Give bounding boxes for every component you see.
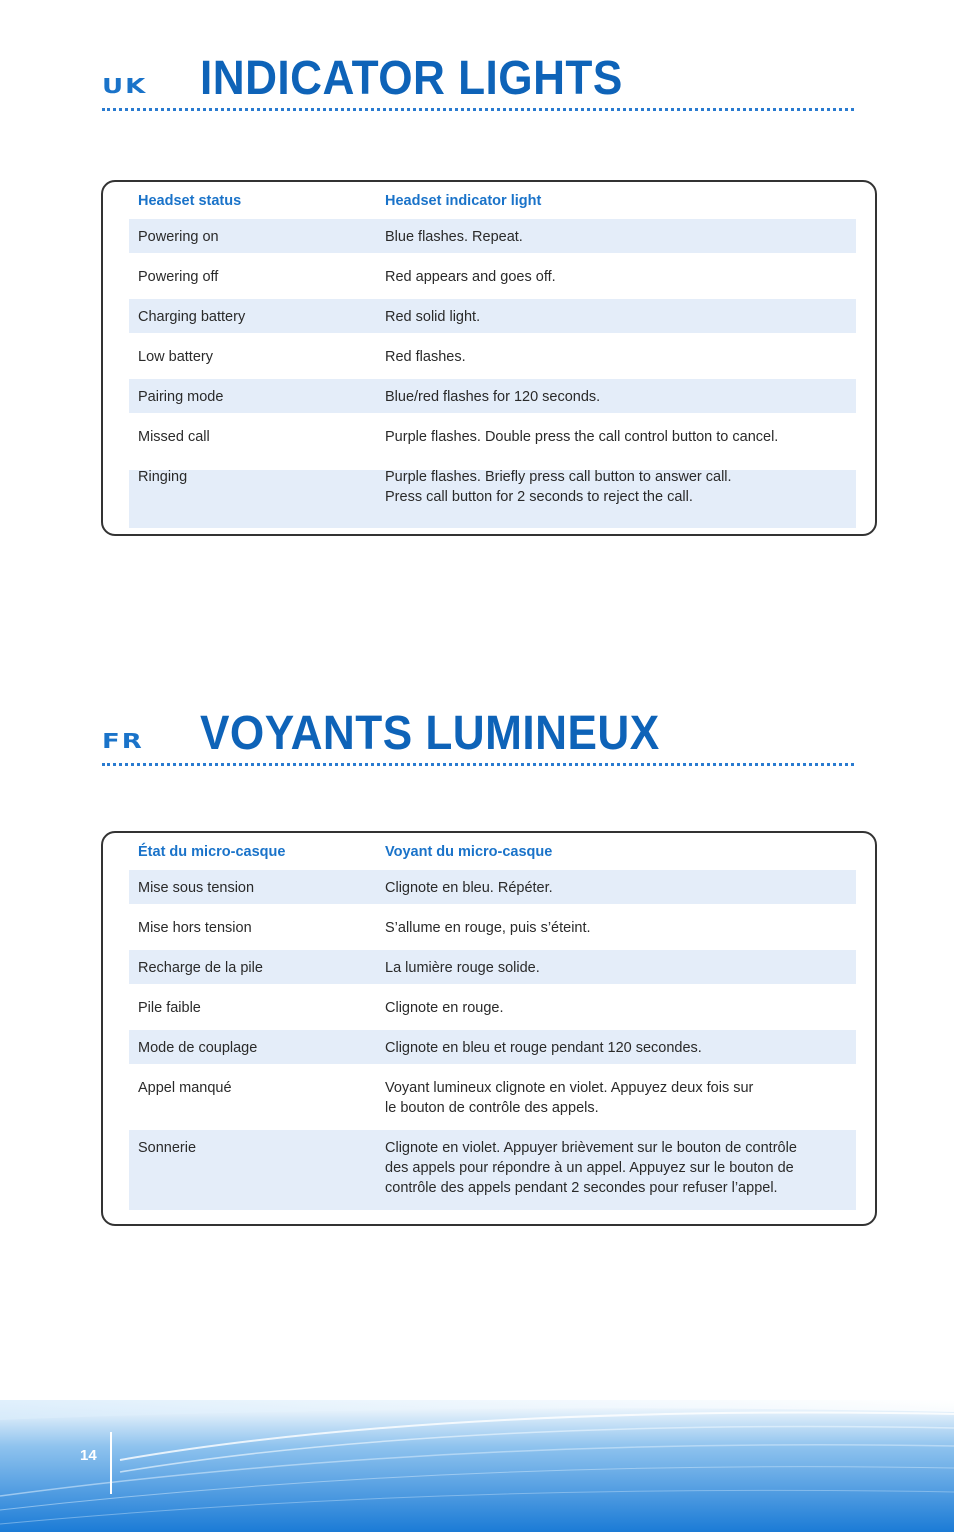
status-cell: Recharge de la pile: [138, 960, 263, 976]
table-row: [129, 870, 856, 904]
table-row: [129, 470, 856, 528]
light-cell: Purple flashes. Briefly press call button to answer call. Press call button for 2 seconds to reject the call.: [385, 469, 732, 505]
status-cell: Ringing: [138, 469, 188, 485]
uk-title-divider: [102, 108, 854, 111]
status-cell: Low battery: [138, 349, 213, 365]
light-cell: Blue flashes. Repeat.: [385, 229, 523, 245]
uk-language-code: UK: [102, 75, 148, 99]
light-cell: Red flashes.: [385, 349, 466, 365]
light-cell: Voyant lumineux clignote en violet. Appuyez deux fois sur le bouton de contrôle des appels.: [385, 1080, 754, 1116]
light-cell: Clignote en violet. Appuyer brièvement sur le bouton de contrôle des appels pour répondre à un appel. Appuyez sur le bouton de contrôle des appels pendant 2 secondes pour refuser l’appel.: [385, 1140, 797, 1196]
status-cell: Mise sous tension: [138, 880, 255, 896]
uk-col-status-header: Headset status: [138, 193, 242, 209]
status-cell: Mise hors tension: [138, 920, 252, 936]
light-cell: Clignote en bleu. Répéter.: [385, 880, 553, 896]
status-cell: Powering off: [138, 269, 219, 285]
fr-indicator-table: [101, 831, 877, 1226]
table-row: [129, 1130, 856, 1210]
light-cell: Red appears and goes off.: [385, 269, 556, 285]
footer-wave-graphic: [0, 1400, 954, 1532]
page-number-divider: [110, 1432, 112, 1494]
light-cell: Blue/red flashes for 120 seconds.: [385, 389, 601, 405]
table-row: [129, 299, 856, 333]
table-row: [129, 1070, 856, 1128]
table-row: [129, 379, 856, 413]
light-cell: La lumière rouge solide.: [385, 960, 540, 976]
uk-section-title: INDICATOR LIGHTS: [200, 52, 623, 105]
status-cell: Charging battery: [138, 309, 246, 325]
table-row: [129, 419, 856, 453]
light-cell: Red solid light.: [385, 309, 481, 325]
uk-table-header: [138, 193, 542, 209]
fr-section-header: [102, 700, 854, 760]
table-row: [129, 950, 856, 984]
page-number: 14: [80, 1447, 97, 1464]
light-cell: Purple flashes. Double press the call control button to cancel.: [385, 429, 779, 445]
fr-col-light-header: Voyant du micro-casque: [385, 844, 553, 860]
status-cell: Pile faible: [138, 1000, 201, 1016]
table-row: [129, 219, 856, 253]
status-cell: Powering on: [138, 229, 219, 245]
light-cell: Clignote en rouge.: [385, 1000, 504, 1016]
status-cell: Pairing mode: [138, 389, 224, 405]
status-cell: Mode de couplage: [138, 1040, 258, 1056]
fr-table-header: [138, 844, 553, 860]
fr-section-title: VOYANTS LUMINEUX: [200, 707, 660, 760]
fr-col-status-header: État du micro-casque: [138, 844, 286, 860]
table-row: [129, 990, 856, 1024]
uk-indicator-table: [101, 180, 877, 536]
status-cell: Missed call: [138, 429, 210, 445]
table-row: [129, 339, 856, 373]
fr-language-code: FR: [102, 730, 144, 754]
uk-col-light-header: Headset indicator light: [385, 193, 542, 209]
table-row: [129, 910, 856, 944]
status-cell: Sonnerie: [138, 1140, 197, 1156]
table-row: [129, 259, 856, 293]
uk-section-header: [102, 45, 854, 105]
status-cell: Appel manqué: [138, 1080, 232, 1096]
light-cell: S’allume en rouge, puis s’éteint.: [385, 920, 591, 936]
light-cell: Clignote en bleu et rouge pendant 120 secondes.: [385, 1040, 702, 1056]
table-row: [129, 1030, 856, 1064]
fr-title-divider: [102, 763, 854, 766]
